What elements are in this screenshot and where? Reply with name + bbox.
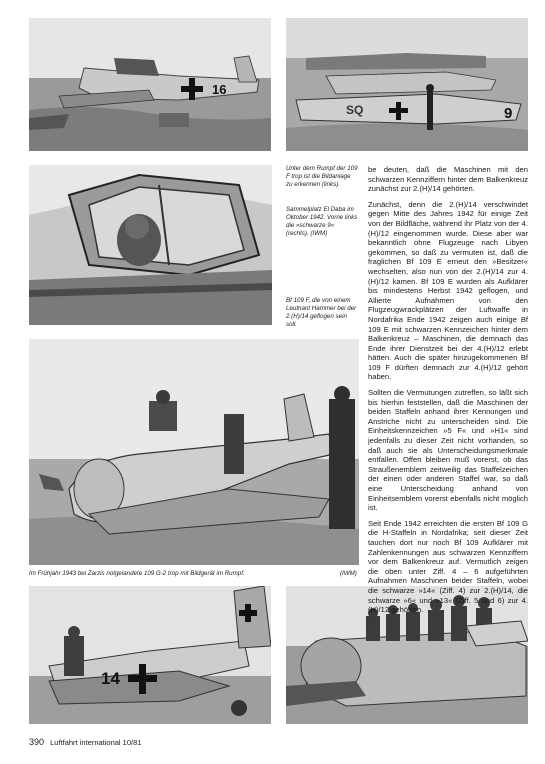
tail-number-14: 14: [101, 669, 120, 688]
article-paragraph: Sollten die Vermutungen zutreffen, so läßt sich bis hierhin feststellen, daß die Maschinen der beiden Staffeln anhand ihrer Kennungen und Anstriche nicht zu unterscheiden sind. Die Einheitskennzeichen »5 F« und »H1« sind jedenfalls zu dieser Zeit nicht vorhanden, so daß auch sie als Unterscheidungsmerkmale entfallen. Offen bleiben muß vorerst, ob das Straußenemblem zeitweilig das Staffelzeichen der einen oder anderen Staffel war, so daß eine Unterscheidung anhand von Einheitsemblem vorerst ebenfalls nicht möglich ist.: [368, 388, 528, 513]
article-column: [368, 165, 528, 621]
caption-photo-3: Bf 109 F, die von einem Leutnant Hammer bei der 2.(H)/14 geflogen sein soll.: [286, 297, 357, 328]
publication-name: Luftfahrt international 10/81: [50, 738, 142, 747]
page-footer: [29, 737, 141, 747]
tail-number-9: 9: [504, 105, 513, 122]
caption-photo-4-credit: (IWM): [340, 570, 357, 577]
caption-photo-4: Im Frühjahr 1943 bei Zarzis notgelandete 109 G-2 trop mit Bildgerät im Rumpf.: [29, 570, 245, 577]
page-number: 390: [29, 737, 45, 747]
tail-number-16: 16: [212, 82, 227, 97]
photo-el-daba-collection: [286, 18, 528, 151]
caption-photo-2: Sammelplatz El Daba im Oktober 1942. Vorne links die »schwarze 9« (rechts). (IWM): [286, 206, 358, 237]
photo-bf109f-cockpit: [29, 165, 272, 325]
photo-zarzis-109g2: [29, 339, 359, 565]
photo-wrecked-bf109-16: [29, 18, 271, 151]
aircraft-codes: SQ: [346, 103, 364, 117]
caption-photo-1: Unter dem Rumpf der 109 F trop ist die Bildanlage zu erkennen (links).: [286, 165, 358, 188]
article-paragraph: Zunächst, denn die 2.(H)/14 verschwindet gegen Mitte des Jahres 1942 für einige Zeit von der Bildfläche, während ihr Platz von der 4.(H)/12 eingenommen wurde. Diese aber war bekanntlich ohne Flugzeuge nach Libyen gekommen, so daß zu vermuten ist, daß die fraglichen Bf 109 E erneut den »Besitzer« wechselten, also nun von der 2.(H)/14 zur 4.(H)/12 kamen. Bf 109 E wurden als Aufklärer bis mindestens Herbst 1942 geflogen, und Allierte Aufnahmen von den Flugzeugwrackplätzen der Luftwaffe in Nordafrika Ende 1942 zeigen auch einige Bf 109 E mit schwarzen Kennzeichen hinter dem Balkenkreuz – Maschinen, die demnach das Ende ihrer Dienstzeit bei der 4.(H)/12 erlebt hätten. Auch die später hinzugekommenen Bf 109 F dürften demnach zur 4.(H)/12 gehört haben.: [368, 199, 528, 382]
article-paragraph: be deuten, daß die Maschinen mit den schwarzen Kennziffern hinter dem Balkenkreuz zunächst zur 2.(H)/14 gehörten.: [368, 165, 528, 194]
article-paragraph: Seit Ende 1942 erreichten die ersten Bf 109 G die H-Staffeln in Nordafrika; seit dieser Zeit tauchen dort nur noch Bf 109 Aufklärer mit Zahlenkennungen aus schwarzen Kennziffern vor dem Balkenkreuz auf. Vermutlich zeigen die oben unter Ziff. 4 – 6 aufgeführten Aufnahmen Maschinen beider Staffeln, wobei die schwarze »14« (Ziff. 4) zur 2.(H)/14, die schwarze »6« und »13« (Ziff. 5 und 6) zur 4.(H)/12 gehörten.: [368, 518, 528, 615]
photo-black-14: [29, 586, 271, 724]
